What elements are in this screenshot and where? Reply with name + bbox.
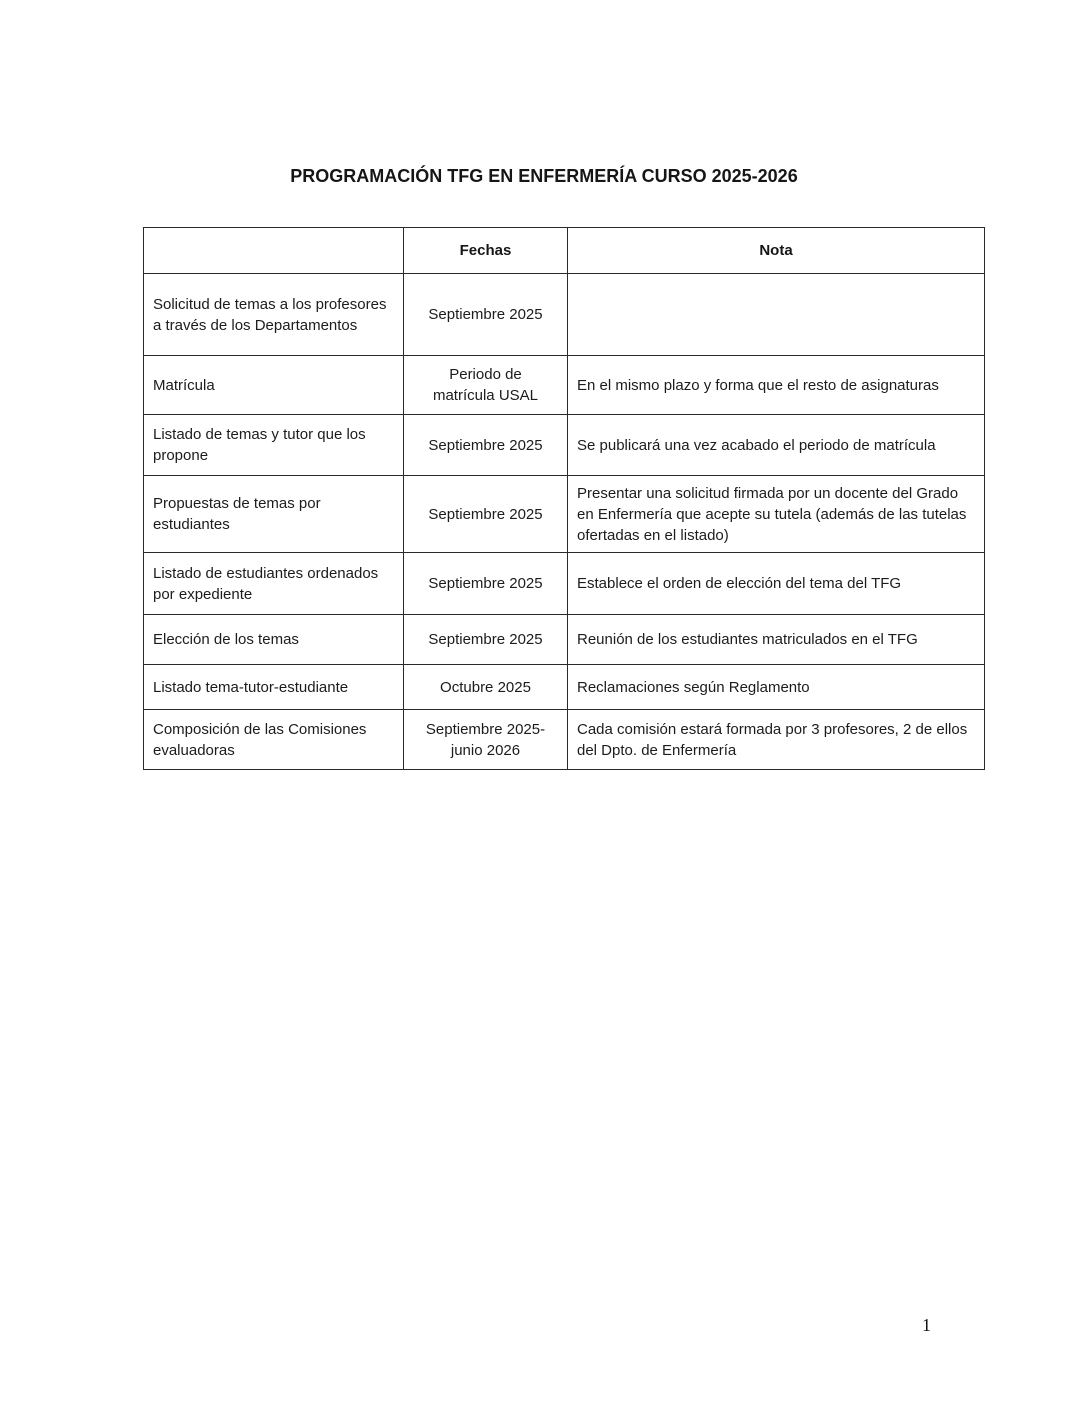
header-nota: Nota bbox=[568, 228, 985, 274]
task-cell: Listado de estudiantes ordenados por expediente bbox=[144, 553, 404, 615]
header-fechas: Fechas bbox=[404, 228, 568, 274]
fecha-cell: Septiembre 2025 bbox=[404, 274, 568, 356]
table-row bbox=[144, 415, 985, 476]
nota-cell: En el mismo plazo y forma que el resto de asignaturas bbox=[568, 356, 985, 415]
task-cell: Composición de las Comisiones evaluadoras bbox=[144, 710, 404, 770]
table-row bbox=[144, 615, 985, 665]
table-row bbox=[144, 553, 985, 615]
fecha-cell: Octubre 2025 bbox=[404, 665, 568, 710]
table-row bbox=[144, 710, 985, 770]
task-cell: Propuestas de temas por estudiantes bbox=[144, 476, 404, 553]
task-cell: Listado de temas y tutor que los propone bbox=[144, 415, 404, 476]
nota-cell: Establece el orden de elección del tema del TFG bbox=[568, 553, 985, 615]
fecha-cell: Septiembre 2025 bbox=[404, 476, 568, 553]
fecha-cell: Septiembre 2025 bbox=[404, 415, 568, 476]
fecha-cell: Septiembre 2025- junio 2026 bbox=[404, 710, 568, 770]
page-number: 1 bbox=[922, 1315, 931, 1335]
table-header bbox=[144, 228, 985, 274]
table-row bbox=[144, 665, 985, 710]
nota-cell: Se publicará una vez acabado el periodo de matrícula bbox=[568, 415, 985, 476]
nota-cell: Reunión de los estudiantes matriculados en el TFG bbox=[568, 615, 985, 665]
table-row bbox=[144, 356, 985, 415]
nota-cell: Reclamaciones según Reglamento bbox=[568, 665, 985, 710]
task-cell: Elección de los temas bbox=[144, 615, 404, 665]
nota-cell bbox=[568, 274, 985, 356]
task-cell: Solicitud de temas a los profesores a través de los Departamentos bbox=[144, 274, 404, 356]
fecha-cell: Periodo de matrícula USAL bbox=[404, 356, 568, 415]
tfg-schedule-table bbox=[143, 227, 985, 770]
nota-cell: Presentar una solicitud firmada por un docente del Grado en Enfermería que acepte su tutela (además de las tutelas ofertadas en el listado) bbox=[568, 476, 985, 553]
document-title: PROGRAMACIÓN TFG EN ENFERMERÍA CURSO 2025-2026 bbox=[290, 166, 798, 186]
task-cell: Listado tema-tutor-estudiante bbox=[144, 665, 404, 710]
table-body bbox=[144, 274, 985, 770]
fecha-cell: Septiembre 2025 bbox=[404, 553, 568, 615]
task-cell: Matrícula bbox=[144, 356, 404, 415]
fecha-cell: Septiembre 2025 bbox=[404, 615, 568, 665]
table-row bbox=[144, 274, 985, 356]
header-task bbox=[144, 228, 404, 274]
table-row bbox=[144, 476, 985, 553]
table-header-row bbox=[144, 228, 985, 274]
nota-cell: Cada comisión estará formada por 3 profesores, 2 de ellos del Dpto. de Enfermería bbox=[568, 710, 985, 770]
